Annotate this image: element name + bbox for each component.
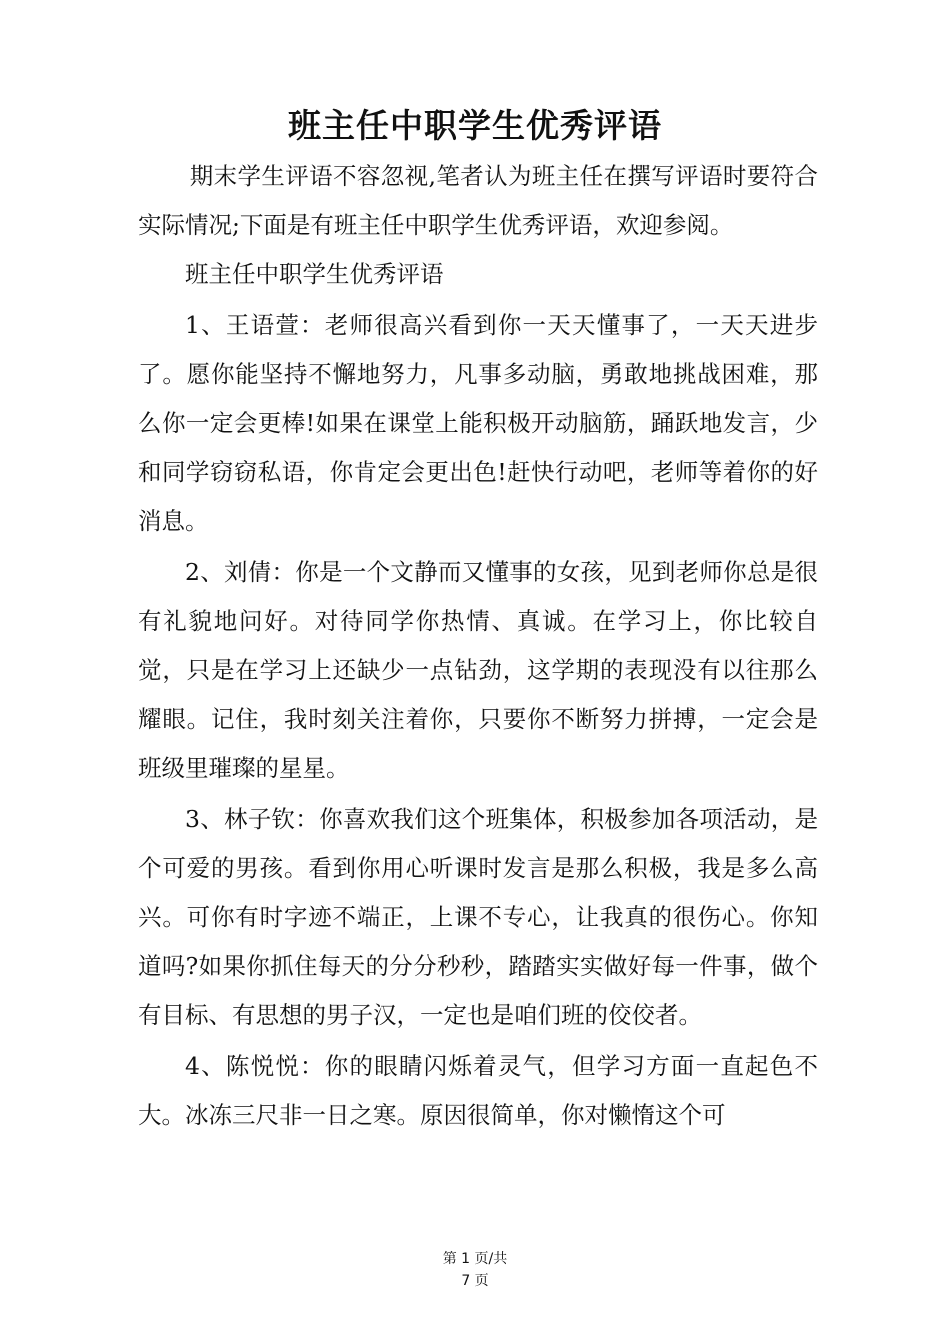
- intro-paragraph: 期末学生评语不容忽视,笔者认为班主任在撰写评语时要符合实际情况;下面是有班主任中职学生优秀评语，欢迎参阅。: [138, 162, 818, 239]
- page-title: 班主任中职学生优秀评语: [288, 106, 662, 145]
- comment-paragraph-4: 4、陈悦悦：你的眼睛闪烁着灵气，但学习方面一直起色不大。冰冻三尺非一日之寒。原因很简单，你对懒惰这个可: [138, 1052, 818, 1129]
- comment-paragraph-1: 1、王语萱：老师很高兴看到你一天天懂事了，一天天进步了。愿你能坚持不懈地努力，凡事多动脑，勇敢地挑战困难，那么你一定会更棒!如果在课堂上能积极开动脑筋，踊跃地发言，少和同学窃窃私语，你肯定会更出色!赶快行动吧，老师等着你的好消息。: [138, 311, 818, 535]
- comment-paragraph-2: 2、刘倩：你是一个文静而又懂事的女孩，见到老师你总是很有礼貌地问好。对待同学你热情、真诚。在学习上，你比较自觉，只是在学习上还缺少一点钻劲，这学期的表现没有以往那么耀眼。记住，我时刻关注着你，只要你不断努力拼搏，一定会是班级里璀璨的星星。: [138, 558, 818, 782]
- page-number-line-1: 第 1 页/共: [442, 1251, 508, 1267]
- page-footer: [0, 1248, 950, 1292]
- comment-paragraph-3: 3、林子钦：你喜欢我们这个班集体，积极参加各项活动，是个可爱的男孩。看到你用心听课时发言是那么积极，我是多么高兴。可你有时字迹不端正，上课不专心，让我真的很伤心。你知道吗?如果你抓住每天的分分秒秒，踏踏实实做好每一件事，做个有目标、有思想的男子汉，一定也是咱们班的佼佼者。: [138, 805, 818, 1029]
- document-body: [138, 152, 818, 1140]
- page-number-line-2: 7 页: [461, 1273, 489, 1289]
- section-heading: 班主任中职学生优秀评语: [185, 260, 444, 288]
